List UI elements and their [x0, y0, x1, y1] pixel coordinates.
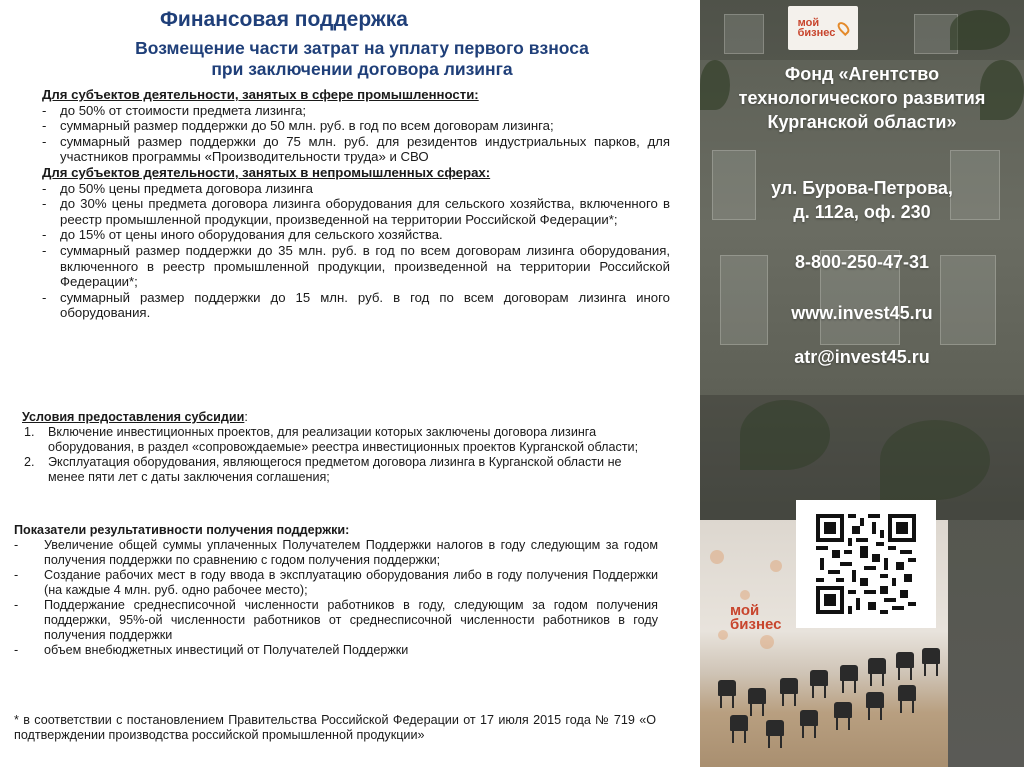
wall-pattern	[760, 635, 774, 649]
subtitle-line-2: при заключении договора лизинга	[211, 59, 513, 79]
address-line-1: ул. Бурова-Петрова,	[771, 178, 953, 198]
conditions-heading	[22, 410, 642, 425]
footnote: * в соответствии с постановлением Правительства Российской Федерации от 17 июля 2015 года № 719 «О подтверждении производства российской промышленной продукции»	[14, 713, 656, 742]
item-text: Поддержание среднесписочной численности работников в году, следующим за годом получения поддержки, 95%-ой численности работников от среднесписочной численности работников в году получения поддержки	[44, 598, 658, 642]
support-terms-section	[42, 87, 670, 321]
condition-text: Включение инвестиционных проектов, для реализации которых заключены договора лизинга оборудования, в раздел «сопровождаемые» реестра инвестиционных проектов Курганской области;	[48, 425, 639, 454]
nonindustrial-item	[42, 227, 670, 243]
industrial-item	[42, 118, 670, 134]
wall-pattern	[770, 560, 782, 572]
wall-pattern	[740, 590, 750, 600]
indicator-item	[14, 598, 658, 643]
wall-pattern	[710, 550, 724, 564]
chair	[840, 665, 858, 681]
item-text: Создание рабочих мест в году ввода в эксплуатацию оборудования либо в году получения Поддержки (на каждые 4 млн. руб. одно рабочее место);	[44, 568, 658, 597]
chair	[834, 702, 852, 718]
bullet-mark: -	[14, 598, 19, 612]
fund-name-line-1: Фонд «Агентство	[784, 64, 940, 84]
qr-code-icon	[816, 514, 916, 614]
foliage	[880, 420, 990, 500]
item-text: до 30% цены предмета договора лизинга оборудования для сельского хозяйства, включенного в реестр промышленной продукции, произведенной на территории Российской Федерации*;	[60, 196, 670, 227]
condition-text: Эксплуатация оборудования, являющегося предметом договора лизинга в Курганской области не менее пяти лет с даты заключения соглашения;	[48, 455, 622, 484]
chair	[780, 678, 798, 694]
indicator-item	[14, 538, 658, 568]
industrial-item	[42, 134, 670, 165]
item-text: суммарный размер поддержки до 15 млн. руб. в год по всем договорам лизинга иного оборудования.	[60, 289, 670, 321]
bullet-mark: -	[42, 242, 47, 258]
logo-text	[798, 18, 836, 38]
nonindustrial-heading: Для субъектов деятельности, занятых в непромышленных сферах:	[42, 164, 491, 180]
bullet-mark: -	[42, 102, 47, 118]
nonindustrial-item	[42, 181, 670, 197]
conditions-section	[22, 410, 642, 485]
chair	[766, 720, 784, 736]
bullet-mark: -	[42, 133, 47, 149]
bullet-mark: -	[42, 180, 47, 196]
item-text: до 50% от стоимости предмета лизинга;	[60, 102, 307, 118]
chair	[730, 715, 748, 731]
chair	[868, 658, 886, 674]
subtitle-line-1: Возмещение части затрат на уплату первого взноса	[135, 38, 589, 58]
website-link[interactable]: www.invest45.ru	[791, 303, 933, 323]
condition-number: 1.	[24, 425, 35, 439]
chair	[898, 685, 916, 701]
conditions-heading-colon: :	[244, 410, 248, 424]
wall-pattern	[718, 630, 728, 640]
item-text: до 50% цены предмета договора лизинга	[60, 180, 314, 196]
bullet-mark: -	[14, 643, 19, 657]
nonindustrial-item	[42, 290, 670, 321]
bullet-mark: -	[42, 196, 47, 212]
fund-name	[700, 62, 1024, 134]
foliage	[740, 400, 830, 470]
industrial-heading: Для субъектов деятельности, занятых в сфере промышленности:	[42, 87, 479, 102]
fund-name-line-2: технологического развития	[738, 88, 986, 108]
industrial-item	[42, 103, 670, 119]
item-text: суммарный размер поддержки до 75 млн. руб. для резидентов индустриальных парков, для участников программы «Производительности труда» и СВО	[60, 133, 670, 165]
wall-logo	[730, 604, 782, 632]
page-title: Финансовая поддержка	[160, 8, 408, 31]
conditions-heading-text: Условия предоставления субсидии	[22, 410, 245, 424]
bullet-mark: -	[42, 227, 47, 243]
indicators-section	[14, 523, 658, 658]
nonindustrial-item	[42, 196, 670, 227]
chair	[810, 670, 828, 686]
chair	[748, 688, 766, 704]
indicator-item	[14, 568, 658, 598]
wall-logo-line-1: мой	[730, 602, 760, 619]
building-window	[724, 14, 764, 54]
item-text: до 15% от цены иного оборудования для сельского хозяйства.	[60, 227, 443, 243]
location-pin-icon	[836, 20, 852, 36]
qr-code[interactable]	[796, 500, 936, 628]
condition-item	[22, 425, 642, 455]
chair	[866, 692, 884, 708]
chair	[896, 652, 914, 668]
bullet-mark: -	[42, 118, 47, 134]
wall-logo-line-2: бизнес	[730, 616, 782, 633]
condition-item	[22, 455, 642, 485]
foliage	[950, 10, 1010, 50]
item-text: суммарный размер поддержки до 35 млн. руб. в год по всем договорам лизинга оборудования, включенного в реестр промышленной продукции, произведенной на территории Российской Федерации*;	[60, 242, 670, 290]
item-text: суммарный размер поддержки до 50 млн. руб. в год по всем договорам лизинга;	[60, 118, 554, 134]
email-link[interactable]: atr@invest45.ru	[794, 347, 930, 367]
chair	[922, 648, 940, 664]
chair	[800, 710, 818, 726]
indicators-heading: Показатели результативности получения поддержки:	[14, 523, 350, 537]
item-text: Увеличение общей суммы уплаченных Получателем Поддержки налогов в году следующим за годом получения поддержки по сравнению с годом получения поддержки;	[44, 538, 658, 567]
condition-number: 2.	[24, 455, 35, 469]
bullet-mark: -	[14, 538, 19, 552]
logo-line-1: мой	[797, 17, 820, 29]
chair	[718, 680, 736, 696]
moy-biznes-logo	[788, 6, 858, 50]
address-line-2: д. 112а, оф. 230	[793, 202, 931, 222]
phone-number[interactable]: 8-800-250-47-31	[794, 252, 930, 272]
indicator-item	[14, 643, 658, 658]
item-text: объем внебюджетных инвестиций от Получателей Поддержки	[44, 643, 409, 657]
page-subtitle	[62, 38, 662, 80]
bullet-mark: -	[42, 289, 47, 305]
fund-name-line-3: Курганской области»	[767, 112, 957, 132]
nonindustrial-item	[42, 243, 670, 290]
address	[700, 176, 1024, 224]
logo-line-2: бизнес	[797, 27, 836, 39]
bullet-mark: -	[14, 568, 19, 582]
